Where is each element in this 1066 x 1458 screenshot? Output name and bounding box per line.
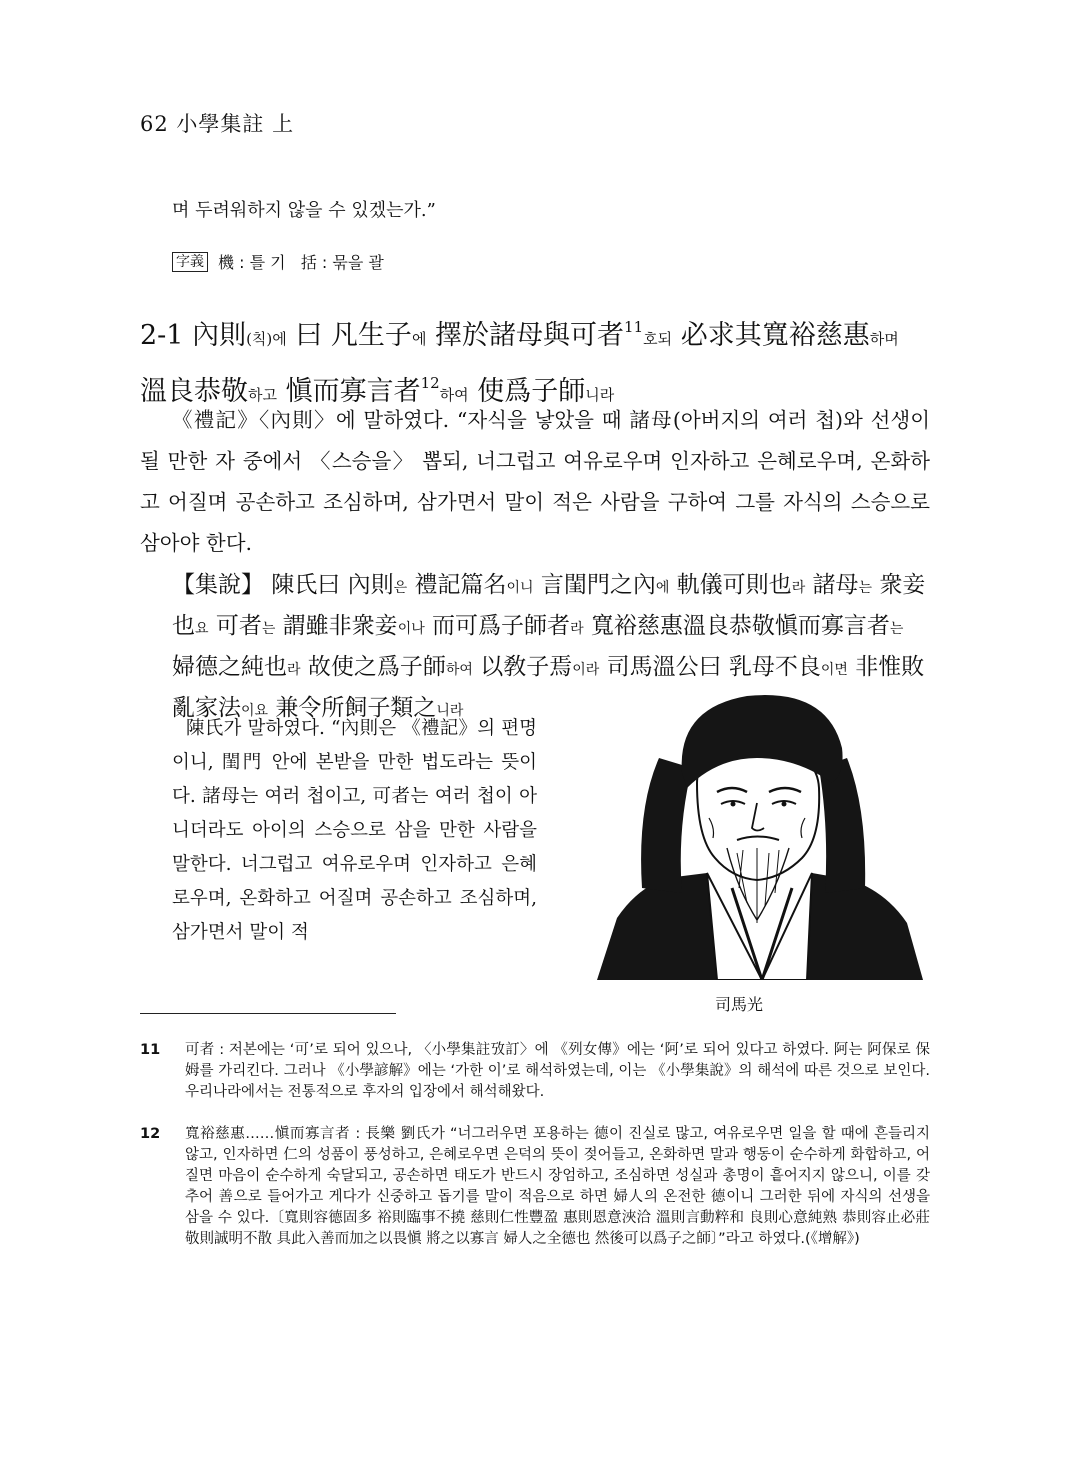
commentary-segment: 禮記篇名 <box>407 572 507 598</box>
commentary-reading: 이라 <box>572 662 600 678</box>
verse-segment: 必求其寬裕慈惠 <box>672 320 870 351</box>
commentary-reading: 라 <box>287 662 301 678</box>
commentary-reading: 이면 <box>820 662 848 678</box>
footnote-ref[interactable]: 11 <box>624 318 644 336</box>
commentary-reading: 하여 <box>445 662 473 678</box>
glossary-tag: 字義 <box>172 252 208 272</box>
commentary-segment: 婦德之純也 <box>172 654 287 680</box>
verse-translation: 《禮記》〈內則〉에 말하였다. “자식을 낳았을 때 諸母(아버지의 여러 첩)와 선생이 될 만한 자 중에서 〈스승을〉 뽑되, 너그럽고 여유로우며 인자하고 은혜로우며, 온화하고 어질며 공손하고 조심하며, 삼가면서 말이 적은 사람을 구하여 그를 자식의 스승으로 삼아야 한다. <box>140 408 930 555</box>
running-head: 62 小學集註 上 <box>140 112 295 136</box>
commentary-reading: 라 <box>791 580 806 596</box>
verse-segment: 溫良恭敬 <box>140 376 248 407</box>
commentary-segment: 【集說】 陳氏曰 內則 <box>172 572 394 598</box>
commentary-segment: 寬裕慈惠溫良恭敬愼而寡言者 <box>583 613 890 639</box>
commentary-segment: 而可爲子師者 <box>424 613 571 639</box>
verse-segment: 曰 凡生子 <box>286 320 412 351</box>
verse-reading: 하여 <box>439 386 469 404</box>
portrait-caption: 司馬光 <box>715 995 764 1014</box>
commentary-segment: 兼令所飼子類之 <box>268 695 437 721</box>
footnote-ref[interactable]: 12 <box>420 374 440 392</box>
footnote-number: 11 <box>140 1042 161 1058</box>
verse-segment: 愼而寡言者 <box>276 376 421 407</box>
verse-segment: 擇於諸母與可者 <box>426 320 625 351</box>
commentary-reading: 이니 <box>506 580 534 596</box>
footnote-text: 寬裕慈惠……愼而寡言者 : 長樂 劉氏가 “너그러우면 포용하는 德이 진실로 많고, 여유로우면 일을 할 때에 흔들리지 않고, 인자하면 仁의 성품이 풍성하고, 은혜로우면 은덕의 뜻이 젖어들고, 온화하면 말과 행동이 순수하게 화합하고, 어질면 마음이 순수하게 숙달되고, 공손하면 태도가 반드시 장엄하고, 조심하면 성실과 총명이 흩어지지 않으니, 이를 갖추어 善으로 들어가고 게다가 신중하고 돕기를 말이 적음으로 하면 婦人의 온전한 德이니 그러한 뒤에 자식의 선생을 삼을 수 있다.〔寬則容德固多 裕則臨事不撓 慈則仁性豐盈 惠則恩意浹洽 溫則言動粹和 良則心意純熟 恭則容止必莊 敬則誠明不散 具此入善而加之以畏愼 將之以寡言 婦人之全德也 然後可以爲子之師〕”라고 하였다.(《增解》) <box>185 1126 930 1247</box>
commentary-segment: 言閨門之內 <box>533 572 656 598</box>
verse-reading: 하고 <box>248 386 277 404</box>
footnote-number: 12 <box>140 1126 161 1142</box>
continuation-line: 며 두려워하지 않을 수 있겠는가.” <box>172 200 436 221</box>
commentary-reading: 이나 <box>397 621 425 637</box>
commentary-translation: 陳氏가 말하였다. “內則은 《禮記》의 편명이니, 閨門 안에 본받을 만한 법도라는 뜻이다. 諸母는 여러 첩이고, 可者는 여러 첩이 아니더라도 아이의 스승으로 삼을 만한 사람을 말한다. 너그럽고 여유로우며 인자하고 은혜로우며, 온화하고 어질며 공손하고 조심하며, 삼가면서 말이 적 <box>172 718 537 943</box>
verse-reading: (칙)에 <box>246 330 287 348</box>
commentary-segment: 故使之爲子師 <box>300 654 446 680</box>
commentary-reading: 라 <box>570 621 584 637</box>
commentary-segment: 非惟敗亂家法 <box>172 654 925 721</box>
verse-reading: 에 <box>411 330 427 348</box>
footnote-text: 可者 : 저본에는 ‘可’로 되어 있으나, 〈小學集註攷訂〉에 《列女傳》에는 ‘阿’로 되어 있다고 하였다. 阿는 阿保로 保姆를 가리킨다. 그러나 《小學諺解》에는 ‘가한 이’로 해석하였는데, 이는 《小學集說》의 해석에 따른 것으로 보인다. 우리나라에서는 전통적으로 후자의 입장에서 해석해왔다. <box>185 1042 930 1100</box>
commentary-segment: 衆妾也 <box>172 572 926 639</box>
verse-reading: 호되 <box>643 330 673 348</box>
verse-number: 2-1 <box>140 320 184 351</box>
commentary-segment: 可者 <box>208 613 262 639</box>
commentary-segment: 諸母 <box>805 572 859 598</box>
verse-segment: 內則 <box>192 320 247 351</box>
verse-reading: 하며 <box>869 330 899 348</box>
footnote-divider <box>140 1013 396 1014</box>
footnote-11 <box>140 1040 930 1103</box>
portrait-illustration <box>597 688 923 980</box>
commentary-segment: 司馬溫公曰 乳母不良 <box>599 654 821 680</box>
commentary-segment: 軌儀可則也 <box>669 572 792 598</box>
commentary-reading: 는 <box>889 621 904 637</box>
commentary-segment: 謂雖非衆妾 <box>275 613 398 639</box>
commentary-reading: 는 <box>858 580 873 596</box>
footnote-12 <box>140 1124 930 1250</box>
commentary-reading: 요 <box>195 621 209 637</box>
glossary <box>172 250 384 273</box>
commentary-reading: 은 <box>393 580 408 596</box>
commentary-segment: 以敎子焉 <box>472 654 573 680</box>
commentary-reading: 는 <box>261 621 276 637</box>
commentary-reading: 니라 <box>436 703 464 719</box>
commentary-reading: 이요 <box>241 703 269 719</box>
commentary-reading: 에 <box>655 580 670 596</box>
verse-reading: 니라 <box>585 386 615 404</box>
glossary-entries: 機 : 틀 기 括 : 묶을 괄 <box>218 253 384 272</box>
verse-segment: 使爲子師 <box>468 376 586 407</box>
